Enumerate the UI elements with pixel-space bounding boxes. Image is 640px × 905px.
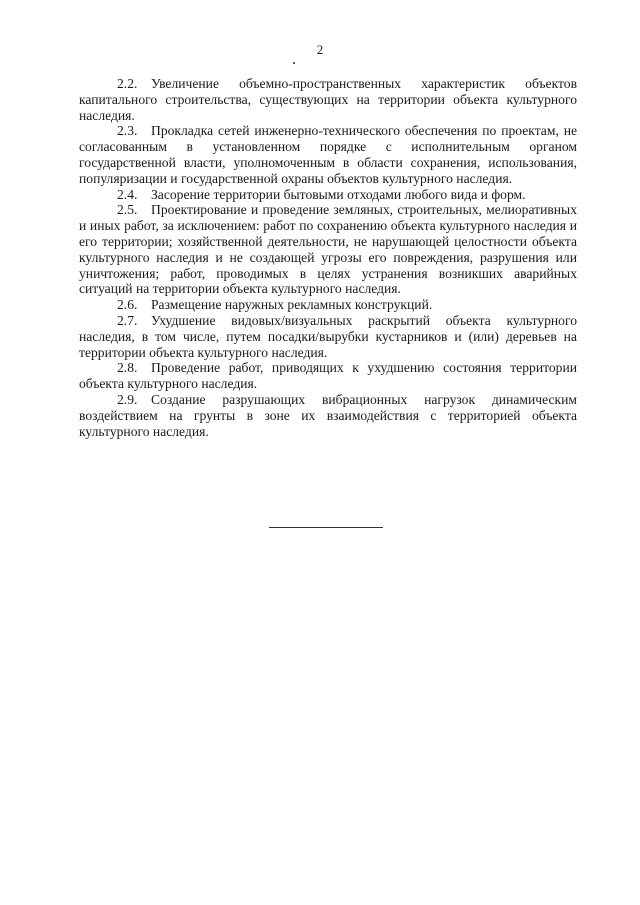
end-divider-line	[269, 527, 383, 528]
clause-text: Засорение территории бытовыми отходами любого вида и форм.	[151, 186, 526, 202]
clause-2-2	[79, 76, 577, 123]
clause-number: 2.3.	[117, 123, 138, 139]
clause-2-7	[79, 313, 577, 360]
clause-number: 2.5.	[117, 202, 138, 218]
scan-speck	[293, 62, 295, 64]
clause-2-8	[79, 360, 577, 392]
clause-2-4	[79, 187, 577, 203]
clause-2-6	[79, 297, 577, 313]
clause-text: Проектирование и проведение земляных, строительных, мелиоративных и иных работ, за исключением: работ по сохранению объекта культурного наследия и его территории; хозяйственной деятельности, не нарушающей целостности объекта культурного наследия и не создающей угрозы его повреждения, разрушения или уничтожения; работ, проводимых в целях устранения возникших аварийных ситуаций на территории объекта культурного наследия.	[79, 202, 577, 297]
clause-text: Создание разрушающих вибрационных нагрузок динамическим воздействием на грунты в зоне их взаимодействия с территорией объекта культурного наследия.	[79, 391, 577, 439]
page-number: 2	[316, 42, 324, 57]
clause-2-9	[79, 392, 577, 439]
clause-text: Размещение наружных рекламных конструкций.	[151, 297, 433, 313]
clause-number: 2.9.	[117, 391, 138, 407]
clause-text: Увеличение объемно-пространственных характеристик объектов капитального строительства, существующих на территории объекта культурного наследия.	[79, 76, 577, 123]
clause-number: 2.6.	[117, 297, 138, 313]
clause-number: 2.2.	[117, 76, 138, 91]
clause-number: 2.7.	[117, 312, 138, 328]
clause-text: Проведение работ, приводящих к ухудшению состояния территории объекта культурного наследия.	[79, 360, 577, 392]
clause-2-3	[79, 123, 577, 186]
clause-number: 2.4.	[117, 186, 138, 202]
clause-text: Ухудшение видовых/визуальных раскрытий объекта культурного наследия, в том числе, путем посадки/вырубки кустарников и (или) деревьев на территории объекта культурного наследия.	[79, 312, 577, 360]
clause-number: 2.8.	[117, 360, 138, 376]
clause-2-5	[79, 202, 577, 297]
document-body	[79, 76, 577, 439]
clause-text: Прокладка сетей инженерно-технического обеспечения по проектам, не согласованным в установленном порядке с исполнительным органом государственной власти, уполномоченным в области сохранения, использования, популяризации и государственной охраны объектов культурного наследия.	[79, 123, 577, 186]
